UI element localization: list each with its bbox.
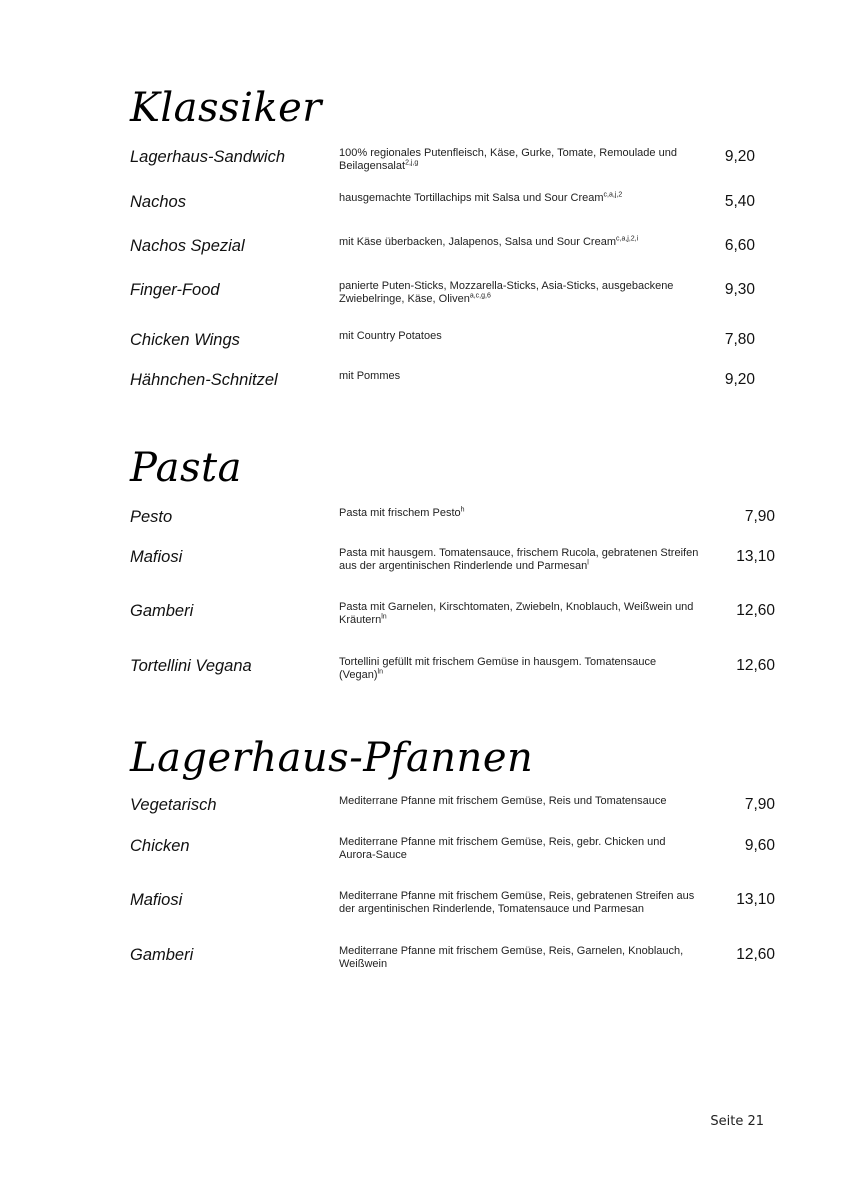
- item-price: 12,60: [736, 946, 775, 963]
- item-price: 13,10: [736, 548, 775, 565]
- item-name: Chicken: [130, 837, 190, 855]
- allergen-codes: l: [587, 559, 589, 567]
- item-price: 7,80: [724, 331, 755, 348]
- item-name: Mafiosi: [130, 891, 183, 909]
- item-price: 9,60: [744, 837, 775, 854]
- item-name: Hähnchen-Schnitzel: [130, 371, 278, 389]
- section-title: Pasta: [130, 445, 242, 491]
- item-price: 12,60: [736, 657, 775, 674]
- item-name: Gamberi: [130, 602, 194, 620]
- item-description: Pasta mit hausgem. Tomatensauce, frischem Rucola, gebratenen Streifen aus der argentinischen Rinderlende und Parmesan$^l$: [339, 547, 699, 572]
- item-price: 9,20: [724, 148, 755, 165]
- item-price: 13,10: [736, 891, 775, 908]
- item-name: Nachos Spezial: [130, 237, 245, 255]
- page-number: Seite 21: [710, 1114, 764, 1129]
- item-description: hausgemachte Tortillachips mit Salsa und Sour Cream$^{c,a,j,2}$: [339, 191, 623, 204]
- item-description: panierte Puten-Sticks, Mozzarella-Sticks, Asia-Sticks, ausgebackene Zwiebelringe, Käse, Oliven$^{a,c,g,6}$: [339, 280, 674, 305]
- item-name: Mafiosi: [130, 548, 183, 566]
- item-name: Chicken Wings: [130, 331, 240, 349]
- allergen-codes: ln: [377, 668, 383, 676]
- item-description: Pasta mit frischem Pesto$^h$: [339, 506, 465, 519]
- item-price: 9,20: [724, 371, 755, 388]
- item-description: mit Käse überbacken, Jalapenos, Salsa und Sour Cream$^{c,a,j,2,i}$: [339, 235, 639, 248]
- menu-item: [0, 656, 848, 686]
- section-title: Klassiker: [130, 85, 322, 131]
- item-name: Nachos: [130, 193, 186, 211]
- item-price: 9,30: [724, 281, 755, 298]
- item-name: Gamberi: [130, 946, 194, 964]
- item-price: 6,60: [724, 237, 755, 254]
- allergen-codes: c,a,j,2: [603, 191, 623, 199]
- item-description: Mediterrane Pfanne mit frischem Gemüse, Reis, gebr. Chicken und Aurora-Sauce: [339, 836, 666, 861]
- menu-item: [0, 280, 848, 310]
- item-description: 100% regionales Putenfleisch, Käse, Gurke, Tomate, Remoulade und Beilagensalat$^{2,j,g}$: [339, 147, 677, 172]
- item-price: 5,40: [724, 193, 755, 210]
- item-price: 7,90: [744, 508, 775, 525]
- allergen-codes: c,a,j,2,i: [616, 235, 639, 243]
- menu-item: [0, 890, 848, 920]
- menu-item: [0, 836, 848, 866]
- item-description: Mediterrane Pfanne mit frischem Gemüse, Reis, Garnelen, Knoblauch, Weißwein: [339, 945, 684, 970]
- item-name: Pesto: [130, 508, 173, 526]
- item-description: Pasta mit Garnelen, Kirschtomaten, Zwiebeln, Knoblauch, Weißwein und Kräutern$^{ln}$: [339, 601, 694, 626]
- menu-item: [0, 507, 848, 537]
- item-name: Vegetarisch: [130, 796, 217, 814]
- menu-item: [0, 945, 848, 975]
- item-description: mit Pommes: [339, 370, 401, 382]
- item-name: Tortellini Vegana: [130, 657, 252, 675]
- allergen-codes: h: [460, 506, 465, 514]
- menu-item: [0, 236, 848, 266]
- allergen-codes: 2,j,g: [405, 159, 419, 167]
- item-description: mit Country Potatoes: [339, 330, 442, 342]
- item-description: Mediterrane Pfanne mit frischem Gemüse, Reis, gebratenen Streifen aus der argentinischen Rinderlende, Tomatensauce und Parmesan: [339, 890, 695, 915]
- item-description: Tortellini gefüllt mit frischem Gemüse in hausgem. Tomatensauce (Vegan)$^{ln}$: [339, 656, 657, 681]
- section-title: Lagerhaus-Pfannen: [130, 735, 534, 781]
- menu-item: [0, 547, 848, 577]
- item-name: Lagerhaus-Sandwich: [130, 148, 286, 166]
- item-price: 12,60: [736, 602, 775, 619]
- menu-item: [0, 192, 848, 222]
- menu-item: [0, 370, 848, 400]
- allergen-codes: ln: [381, 613, 387, 621]
- menu-item: [0, 601, 848, 631]
- menu-item: [0, 330, 848, 360]
- item-description: Mediterrane Pfanne mit frischem Gemüse, Reis und Tomatensauce: [339, 795, 667, 807]
- allergen-codes: a,c,g,6: [469, 292, 491, 300]
- item-price: 7,90: [744, 796, 775, 813]
- menu-item: [0, 147, 848, 177]
- item-name: Finger-Food: [130, 281, 220, 299]
- menu-item: [0, 795, 848, 825]
